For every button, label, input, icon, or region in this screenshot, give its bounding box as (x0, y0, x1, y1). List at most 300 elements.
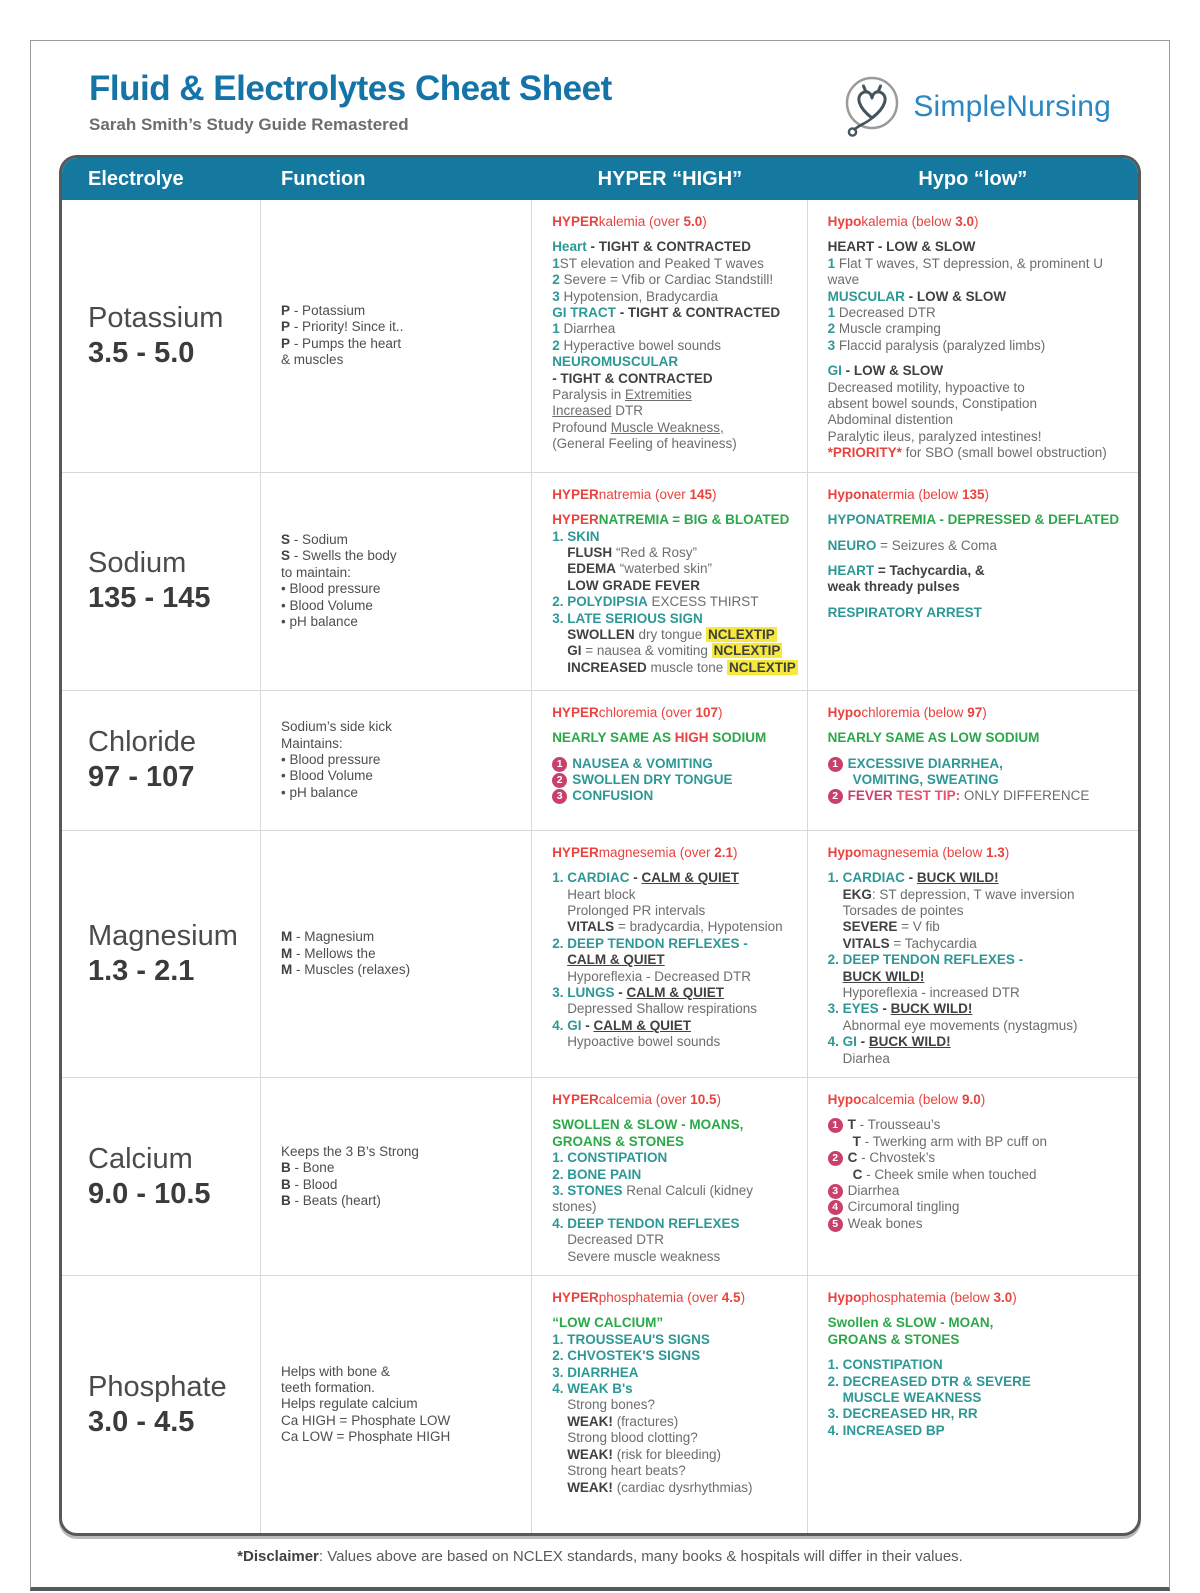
table-row-magnesium (62, 830, 1138, 1077)
text-segment: • Blood pressure (281, 581, 381, 597)
text-segment: B (281, 1160, 291, 1176)
text-segment: - Potassium (290, 303, 366, 319)
text-segment: 1 (552, 255, 560, 271)
text-segment: Severe = Vfib or Cardiac Standstill! (559, 272, 774, 288)
text-segment: ) (1004, 844, 1010, 860)
text-segment: Helps regulate calcium (281, 1396, 418, 1412)
text-segment: - Swells the body (290, 548, 397, 564)
text-segment: Keeps the 3 B’s Strong (281, 1143, 419, 1159)
numbered-bullet: 3 (828, 1184, 843, 1199)
text-segment: - (629, 870, 642, 886)
text-segment: 2.1 (714, 844, 734, 860)
text-segment: magnesemia (over (598, 844, 715, 860)
table-row-phosphate (62, 1275, 1138, 1533)
text-segment: natremia (over (598, 486, 690, 502)
text-segment: NEURO (827, 537, 877, 553)
text-segment: ONLY DIFFERENCE (960, 788, 1090, 804)
column-header-function: Function (281, 167, 366, 190)
text-segment: Muscle Weakness, (610, 419, 724, 435)
text-segment: dry tongue (634, 626, 706, 642)
text-segment: - Trousseau’s (855, 1117, 941, 1133)
text-segment: kalemia (below (861, 214, 956, 229)
text-segment: 2 (827, 321, 836, 337)
text-segment: HYPER (552, 844, 599, 860)
electrolyte-name: Potassium (88, 301, 224, 334)
text-segment: EXCESSIVE DIARRHEA, (847, 755, 1003, 771)
text-segment: 3. STONES (552, 1183, 623, 1198)
text-segment: Diarrhea (847, 1183, 900, 1198)
text-segment: HYPONA (827, 512, 885, 528)
text-segment: - Chvostek’s (857, 1150, 936, 1166)
text-segment: - (856, 1034, 869, 1050)
text-segment: - TIGHT & CONTRACTED (552, 370, 713, 386)
text-segment: Severe muscle weakness (567, 1248, 721, 1264)
text-segment: = nausea & vomiting (581, 643, 712, 659)
numbered-bullet: 3 (552, 789, 567, 804)
function-cell (261, 831, 532, 1077)
text-segment: calcemia (over (598, 1091, 691, 1107)
text-segment: B (281, 1176, 291, 1192)
text-segment: - Muscles (relaxes) (292, 962, 411, 978)
brand-name: SimpleNursing (913, 90, 1111, 123)
text-segment: ) (982, 704, 987, 720)
text-segment: MUSCLE WEAKNESS (842, 1390, 982, 1406)
text-segment: Hypona (827, 486, 878, 502)
disclaimer (59, 1536, 1141, 1571)
table-row-chloride (62, 690, 1138, 830)
table-body (62, 200, 1138, 1533)
text-segment: • Blood Volume (281, 768, 373, 784)
text-segment: ) (980, 1091, 986, 1107)
text-segment: 3. LUNGS (552, 984, 615, 1000)
hypo-cell (808, 473, 1138, 690)
text-segment: WEAK! (567, 1413, 613, 1429)
text-segment: Diarhea (842, 1050, 890, 1066)
text-segment: “LOW CALCIUM” (552, 1315, 664, 1331)
text-segment: EXCESS THIRST (647, 594, 759, 610)
text-segment: M (281, 945, 293, 961)
text-segment: ) (984, 486, 989, 502)
text-segment: SODIUM (708, 730, 767, 746)
hypo-cell (808, 1276, 1138, 1533)
text-segment: Paralytic ileus, paralyzed intestines! (827, 428, 1042, 444)
text-segment: Hypoactive bowel sounds (567, 1034, 721, 1050)
text-segment: ) (733, 844, 738, 860)
text-segment: (fractures) (612, 1413, 679, 1429)
electrolyte-range: 135 - 145 (88, 582, 211, 615)
text-segment: : ST depression, T wave inversion (871, 886, 1075, 902)
text-segment: BUCK WILD! (916, 870, 999, 886)
text-segment: Decreased DTR (835, 305, 936, 321)
text-segment: “waterbed skin” (615, 561, 712, 577)
column-header-hypo: Hypo “low” (918, 167, 1028, 190)
page-subtitle: Sarah Smith’s Study Guide Remastered (89, 115, 409, 134)
text-segment: Diarrhea (559, 321, 616, 337)
text-segment: HYPER (552, 1091, 599, 1107)
text-segment: 2 (552, 337, 560, 353)
text-segment: chloremia (over (598, 704, 696, 720)
text-segment: TEST TIP: (896, 788, 961, 804)
text-segment: 107 (695, 704, 719, 720)
text-segment: = Tachycardia (889, 935, 977, 951)
text-segment: WEAK! (567, 1479, 613, 1495)
text-segment: = Tachycardia, & (874, 562, 985, 578)
text-segment: CONFUSION (572, 788, 654, 804)
text-segment: INCREASED (567, 659, 647, 675)
text-segment: ) (1012, 1290, 1017, 1306)
text-segment: Hypo (827, 1290, 862, 1306)
text-segment: 2. CHVOSTEK'S SIGNS (552, 1348, 701, 1364)
numbered-bullet: 2 (828, 1151, 843, 1166)
text-segment: DTR (611, 403, 643, 419)
text-segment: 1 (827, 255, 836, 271)
text-segment: HEART - LOW & SLOW (827, 239, 976, 255)
text-segment: Circumoral tingling (847, 1199, 960, 1215)
text-segment: Extremities (624, 387, 692, 403)
text-segment: HYPER (552, 512, 599, 528)
text-segment: = V fib (897, 919, 940, 935)
text-segment: ) (973, 214, 979, 229)
numbered-bullet: 2 (828, 789, 843, 804)
text-segment: ) (716, 1091, 722, 1107)
text-segment: S (281, 531, 291, 547)
text-segment: - Mellows the (292, 945, 376, 961)
text-segment: 1. CARDIAC (552, 870, 630, 886)
numbered-bullet: 1 (552, 757, 567, 772)
text-segment: phosphatemia (over (598, 1290, 722, 1306)
text-segment: 1. CONSTIPATION (827, 1357, 943, 1373)
hyper-cell (532, 200, 807, 472)
text-segment: (General Feeling of heaviness) (552, 436, 737, 452)
text-segment: LOW GRADE FEVER (567, 577, 700, 593)
text-segment: Strong blood clotting? (567, 1430, 698, 1446)
numbered-bullet: 1 (828, 1118, 843, 1133)
text-segment: 2. DECREASED DTR & SEVERE (827, 1373, 1031, 1389)
text-segment: termia (below (877, 486, 962, 502)
text-segment: ) (702, 214, 707, 229)
text-segment: HIGH (674, 730, 709, 746)
text-segment: 3 (827, 337, 836, 353)
brand-logo (839, 73, 1111, 141)
text-segment: “Red & Rosy” (612, 544, 697, 560)
text-segment: 2. DEEP TENDON REFLEXES - (552, 935, 748, 951)
electrolyte-cell (62, 473, 261, 690)
text-segment: - Bone (290, 1160, 335, 1176)
text-segment: TREMIA - DEPRESSED & DEFLATED (884, 512, 1120, 528)
text-segment: GI (567, 643, 582, 659)
text-segment: 1. SKIN (552, 528, 600, 544)
text-segment: ) (712, 486, 717, 502)
text-segment: 1. TROUSSEAU'S SIGNS (552, 1331, 710, 1347)
text-segment: 4.5 (721, 1290, 741, 1306)
text-segment: GROANS & STONES (827, 1331, 960, 1347)
text-segment: Abnormal eye movements (nystagmus) (842, 1017, 1078, 1033)
electrolyte-range: 3.5 - 5.0 (88, 336, 195, 369)
text-segment: CALM & QUIET (641, 870, 739, 886)
text-segment: P (281, 303, 291, 319)
text-segment: EDEMA (567, 561, 616, 577)
text-segment: HYPER (552, 486, 599, 502)
table-row-calcium (62, 1077, 1138, 1275)
text-segment: Hypo (827, 844, 862, 860)
text-segment: Hyporeflexia - Decreased DTR (567, 968, 751, 984)
text-segment: 4. WEAK B's (552, 1381, 633, 1397)
text-segment: FLUSH (567, 544, 613, 560)
text-segment: absent bowel sounds, Constipation (827, 396, 1038, 412)
text-segment: = bradycardia, Hypotension (614, 919, 783, 935)
text-segment: Paralysis in (552, 387, 625, 403)
electrolyte-cell (62, 1276, 261, 1533)
text-segment: Torsades de pointes (842, 902, 964, 918)
text-segment: Increased (552, 403, 612, 419)
function-cell (261, 200, 532, 472)
text-segment: BUCK WILD! (868, 1034, 951, 1050)
text-segment: Strong bones? (567, 1397, 656, 1413)
text-segment: Swollen & SLOW - MOAN, (827, 1315, 994, 1331)
hyper-cell (532, 1276, 807, 1533)
text-segment: SWOLLEN DRY TONGUE (572, 771, 733, 787)
text-segment: • Blood pressure (281, 751, 381, 767)
function-cell (261, 473, 532, 690)
hypo-cell (808, 1078, 1138, 1275)
table-header-row (62, 158, 1138, 200)
text-segment: Depressed Shallow respirations (567, 1001, 758, 1017)
text-segment: (cardiac dysrhythmias) (612, 1479, 753, 1495)
function-cell (261, 691, 532, 830)
text-segment: ) (718, 704, 723, 720)
numbered-bullet: 5 (828, 1217, 843, 1232)
text-segment: HYPER (552, 214, 599, 229)
electrolyte-name: Magnesium (88, 919, 238, 952)
text-segment: 2. POLYDIPSIA (552, 594, 648, 610)
text-segment: NCLEXTIP (707, 626, 775, 642)
title-block (89, 69, 612, 135)
text-segment: • pH balance (281, 614, 358, 629)
text-segment: Hypotension, Bradycardia (559, 288, 719, 304)
text-segment: HYPER (552, 1290, 599, 1306)
text-segment: 4. DEEP TENDON REFLEXES (552, 1215, 740, 1231)
text-segment: SEVERE (842, 919, 898, 935)
text-segment: Hyporeflexia - increased DTR (842, 984, 1020, 1000)
electrolyte-range: 9.0 - 10.5 (88, 1177, 211, 1210)
text-segment: GROANS & STONES (552, 1133, 684, 1149)
text-segment: 3. DIARRHEA (552, 1364, 639, 1380)
text-segment: - Blood (290, 1176, 338, 1192)
text-segment: P (281, 335, 291, 351)
text-segment: Hypo (827, 704, 862, 720)
text-segment: GI TRACT (552, 305, 616, 321)
text-segment: 135 (961, 486, 985, 502)
text-segment: 2 (552, 272, 560, 288)
text-segment: - Twerking arm with BP cuff on (860, 1133, 1047, 1149)
text-segment: 3. DECREASED HR, RR (827, 1406, 978, 1422)
text-segment: CALM & QUIET (626, 984, 724, 1000)
numbered-bullet: 4 (828, 1200, 843, 1215)
text-segment: NCLEXTIP (713, 643, 781, 659)
text-segment: - LOW & SLOW (904, 288, 1007, 304)
text-segment: C (847, 1150, 858, 1166)
text-segment: weak thready pulses (827, 579, 960, 595)
text-segment: 145 (689, 486, 713, 502)
function-cell (261, 1078, 532, 1275)
text-segment: NATREMIA = BIG & BLOATED (598, 512, 790, 528)
text-segment: Prolonged PR intervals (567, 902, 706, 918)
text-segment: teeth formation. (281, 1379, 375, 1395)
text-segment: Hypo (827, 214, 862, 229)
text-segment: 9.0 (961, 1091, 981, 1107)
electrolyte-range: 97 - 107 (88, 761, 195, 794)
numbered-bullet: 2 (552, 773, 567, 788)
electrolyte-cell (62, 1078, 261, 1275)
text-segment: Maintains: (281, 735, 343, 751)
text-segment: 10.5 (690, 1091, 717, 1107)
text-segment: 3.0 (955, 214, 974, 229)
text-segment: - Beats (heart) (290, 1192, 381, 1208)
text-segment: & muscles (281, 352, 344, 368)
text-segment: VITALS (567, 919, 615, 935)
text-segment: GI (827, 363, 842, 379)
text-segment: 1.3 (985, 844, 1005, 860)
text-segment: (risk for bleeding) (612, 1446, 721, 1462)
hyper-cell (532, 1078, 807, 1275)
text-segment: Ca LOW = Phosphate HIGH (281, 1429, 451, 1445)
text-segment: HYPER (552, 704, 599, 720)
electrolyte-cell (62, 691, 261, 830)
text-segment: C (852, 1166, 863, 1182)
text-segment: MUSCULAR (827, 288, 905, 304)
text-segment: to maintain: (281, 564, 351, 580)
text-segment: - Cheek smile when touched (862, 1166, 1037, 1182)
text-segment: NEARLY SAME AS LOW SODIUM (827, 730, 1040, 746)
text-segment: 2. BONE PAIN (552, 1166, 642, 1182)
hypo-cell (808, 691, 1138, 830)
text-segment: - (904, 870, 917, 886)
simplenursing-logo-icon (839, 73, 903, 141)
electrolyte-cell (62, 831, 261, 1077)
column-header-hyper: HYPER “HIGH” (597, 167, 743, 190)
text-segment: SWOLLEN (567, 626, 635, 642)
column-header-electrolyte: Electrolye (88, 167, 184, 190)
electrolyte-name: Sodium (88, 547, 187, 580)
text-segment: calcemia (below (861, 1091, 962, 1107)
text-segment: SWOLLEN & SLOW - MOANS, (552, 1117, 744, 1133)
text-segment: Muscle cramping (835, 321, 941, 337)
hyper-cell (532, 473, 807, 690)
text-segment: 3. EYES (827, 1001, 879, 1017)
text-segment: • pH balance (281, 784, 358, 800)
text-segment: HEART (827, 562, 875, 578)
text-segment: magnesemia (below (861, 844, 986, 860)
text-segment: NEUROMUSCULAR (552, 354, 679, 370)
text-segment: Hypo (827, 1091, 862, 1107)
text-segment: Sodium’s side kick (281, 719, 392, 735)
text-segment: - LOW & SLOW (841, 363, 944, 379)
text-segment: VOMITING, SWEATING (852, 771, 999, 787)
text-segment: - Magnesium (292, 929, 375, 945)
text-segment: 4. GI (552, 1017, 582, 1033)
text-segment: 4. INCREASED BP (827, 1422, 945, 1438)
text-segment: Helps with bone & (281, 1363, 390, 1379)
text-segment: NEARLY SAME AS (552, 730, 675, 746)
electrolyte-range: 3.0 - 4.5 (88, 1405, 195, 1438)
text-segment: CALM & QUIET (567, 952, 665, 968)
text-segment: 4. GI (827, 1034, 857, 1050)
text-segment: Decreased DTR (567, 1232, 664, 1248)
text-segment: Heart block (567, 886, 636, 902)
text-segment: EKG (842, 886, 872, 902)
text-segment: 5.0 (683, 214, 703, 229)
text-segment: 97 (967, 704, 983, 720)
page-title: Fluid & Electrolytes Cheat Sheet (89, 69, 612, 108)
text-segment: 1 (827, 305, 836, 321)
text-segment: FEVER (847, 788, 897, 804)
disclaimer-text: : Values above are based on NCLEX standards, many books & hospitals will differ in their values. (318, 1548, 963, 1566)
text-segment: 1. CONSTIPATION (552, 1150, 668, 1166)
text-segment: Ca HIGH = Phosphate LOW (281, 1412, 451, 1428)
text-segment: 1. CARDIAC (827, 870, 905, 886)
hyper-cell (532, 691, 807, 830)
text-segment: Strong heart beats? (567, 1463, 686, 1479)
text-segment: 3 (552, 288, 560, 304)
text-segment: Abdominal distention (827, 412, 953, 428)
text-segment: muscle tone (646, 659, 727, 675)
text-segment: Profound (552, 419, 611, 435)
text-segment: M (281, 929, 293, 945)
cheat-sheet-table (59, 155, 1141, 1536)
electrolyte-name: Calcium (88, 1142, 193, 1175)
text-segment: kalemia (over (598, 214, 684, 229)
text-segment: NCLEXTIP (729, 659, 796, 675)
text-segment: T (847, 1117, 856, 1133)
electrolyte-name: Phosphate (88, 1370, 227, 1403)
text-segment: WEAK! (567, 1446, 613, 1462)
text-segment: Flaccid paralysis (paralyzed limbs) (835, 337, 1046, 353)
text-segment: BUCK WILD! (842, 968, 925, 984)
text-segment: - (581, 1017, 594, 1033)
table-row-sodium (62, 472, 1138, 690)
text-segment: B (281, 1192, 291, 1208)
text-segment: - Pumps the heart (290, 335, 402, 351)
numbered-bullet: 1 (828, 757, 843, 772)
hypo-cell (808, 831, 1138, 1077)
text-segment: - TIGHT & CONTRACTED (615, 305, 781, 321)
text-segment: M (281, 962, 293, 978)
text-segment: Decreased motility, hypoactive to (827, 379, 1025, 395)
hypo-cell (808, 200, 1138, 472)
disclaimer-label: *Disclaimer (237, 1548, 319, 1566)
text-segment: 1 (552, 321, 560, 337)
text-segment: = Seizures & Coma (876, 537, 997, 553)
electrolyte-range: 1.3 - 2.1 (88, 954, 195, 987)
text-segment: phosphatemia (below (861, 1290, 994, 1306)
text-segment: RESPIRATORY ARREST (827, 604, 982, 620)
table-row-potassium (62, 200, 1138, 472)
page-frame (30, 40, 1170, 1591)
function-cell (261, 1276, 532, 1533)
text-segment: Weak bones (847, 1215, 923, 1231)
text-segment: Renal Calculi (kidney stones) (552, 1183, 754, 1215)
text-segment: ST elevation and Peaked T waves (559, 255, 764, 271)
hyper-cell (532, 831, 807, 1077)
text-segment: BUCK WILD! (890, 1001, 973, 1017)
text-segment: *PRIORITY* (827, 445, 902, 461)
text-segment: 3.0 (993, 1290, 1013, 1306)
text-segment: Hyperactive bowel sounds (559, 337, 722, 353)
text-segment: - (614, 984, 627, 1000)
text-segment: chloremia (below (861, 704, 968, 720)
text-segment: 3. LATE SERIOUS SIGN (552, 610, 703, 626)
text-segment: ) (740, 1290, 746, 1306)
